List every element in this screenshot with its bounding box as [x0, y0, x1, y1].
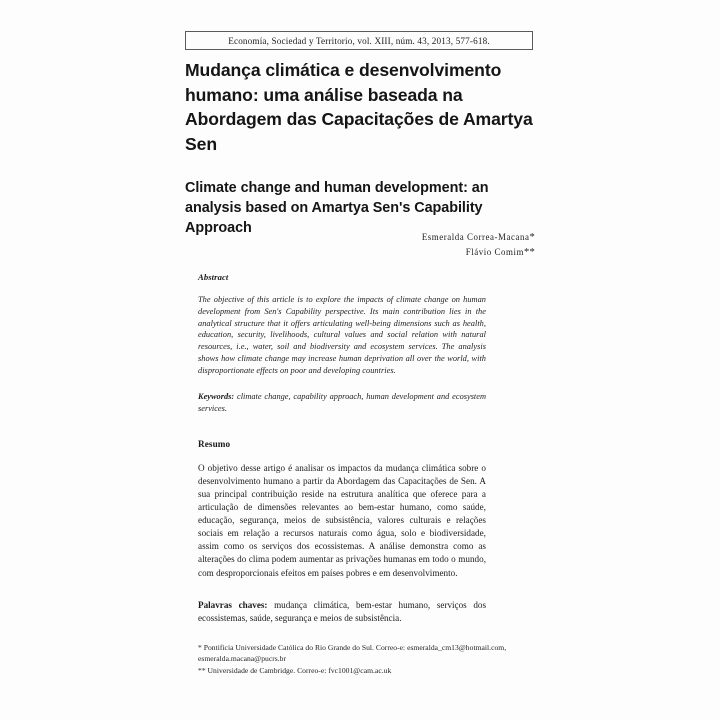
resumo-heading: Resumo: [198, 438, 231, 449]
author-primary: [185, 230, 535, 245]
footnote-author-1: * Pontificia Universidade Católica do Rio Grande do Sul. Correo-e: esmeralda_cm13@hotmail.com, esmeralda.macana@pucrs.br: [198, 643, 507, 663]
author-list: [185, 230, 535, 260]
abstract-heading: Abstract: [198, 272, 229, 282]
title-block: [185, 58, 535, 238]
author-secondary: [185, 245, 535, 260]
resumo-body: O objetivo desse artigo é analisar os impactos da mudança climática sobre o desenvolvimento humano a partir da Abordagem das Capacitações de Sen. A sua principal contribuição reside na estrutura analítica que oferece para a articulação de dimensões relevantes ao bem-estar humano, como saúde, educação, segurança, meios de subsistência, valores culturais e relações sociais em relação a recursos naturais como água, solo e biodiversidade, assim como os serviços dos ecossistemas. A análise demonstra como as alterações do clima podem aumentar as privações humanas em todo o mundo, com desproporcionais efeitos em países pobres e em desenvolvimento.: [198, 462, 486, 578]
abstract-keywords-value: climate change, capability approach, human development and ecosystem services.: [198, 392, 486, 413]
author-secondary-name: Flávio Comim: [465, 247, 524, 257]
abstract-keywords: [198, 391, 486, 415]
author-primary-name: Esmeralda Correa-Macana: [421, 232, 530, 242]
page-title-portuguese: Mudança climática e desenvolvimento humano: uma análise baseada na Abordagem das Capacitações de Amartya Sen: [185, 60, 533, 154]
footnote-author-2: ** Universidade de Cambridge. Correo-e: fvc1001@cam.ac.uk: [198, 665, 392, 675]
footnote-block: [198, 643, 538, 676]
running-head-box: [185, 31, 533, 50]
abstract-body: The objective of this article is to explore the impacts of climate change on human development from Sen's Capability perspective. Its main contribution lies in the analytical structure that it offers articulating well-being dimensions such as health, education, security, livelihoods, cultural values and social relation with natural resources, i.e., water, soil and biodiversity and ecosystem services. The analysis shows how climate change may increase human deprivation all over the world, with disproportionate effects on poor and developing countries.: [198, 295, 486, 375]
resumo-keywords: [198, 599, 486, 625]
author-secondary-marker: **: [524, 247, 535, 258]
abstract-keywords-label: Keywords:: [198, 392, 235, 402]
resumo-keywords-value: mudança climática, bem-estar humano, serviços dos ecossistemas, saúde, segurança e meios de subsistência.: [198, 599, 487, 623]
running-head-text: Economía, Sociedad y Territorio, vol. XIII, núm. 43, 2013, 577-618.: [228, 35, 490, 46]
abstract-column: [198, 272, 486, 625]
page-title-english: Climate change and human development: an analysis based on Amartya Sen's Capability Approach: [185, 180, 489, 236]
author-primary-marker: *: [529, 232, 535, 243]
resumo-keywords-label: Palavras chaves:: [198, 599, 268, 610]
